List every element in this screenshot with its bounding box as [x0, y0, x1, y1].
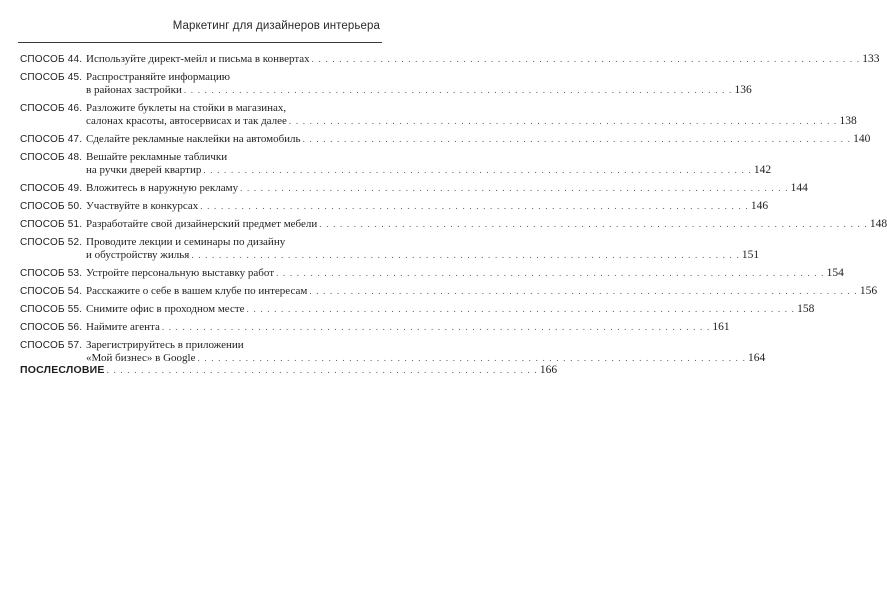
toc-page-number: 154	[826, 267, 844, 279]
header-rule	[18, 42, 382, 43]
leader-dots: . . . . . . . . . . . . . . . . . . . . . . . . . . . . . . . . . . . . . . . . . . . . . . . . . . . . . . . . . . . . . . . . . . . . . . . . . . . . . . . .	[197, 353, 747, 363]
toc-page-number: 146	[750, 200, 769, 212]
toc-entry-text: Распространяйте информацию	[86, 71, 231, 83]
toc-page-number: 151	[741, 249, 760, 261]
leader-dots: . . . . . . . . . . . . . . . . . . . . . . . . . . . . . . . . . . . . . . . . . . . . . . . . . . . . . . . . . . . . . . . . . . . . . . . . . . . . . . . .	[203, 165, 752, 175]
running-header: Маркетинг для дизайнеров интерьера	[172, 20, 380, 32]
toc-page-number: 158	[797, 303, 815, 315]
toc-entry-label: СПОСОБ 49.	[20, 183, 83, 194]
toc-page-number: 133	[862, 53, 880, 65]
toc-entry[interactable]	[20, 218, 887, 231]
toc-entry[interactable]	[20, 151, 772, 177]
toc-entry-text: «Мой бизнес» в Google	[86, 352, 196, 364]
toc-page-number: 166	[539, 364, 558, 376]
toc-entry-afterword[interactable]	[20, 364, 558, 376]
toc-entry-label: СПОСОБ 51.	[20, 219, 83, 230]
toc-entry-label: СПОСОБ 53.	[20, 268, 83, 279]
leader-dots: . . . . . . . . . . . . . . . . . . . . . . . . . . . . . . . . . . . . . . . . . . . . . . . . . . . . . . . . . . . . . . . . . . . . . . . . . . . . . . . .	[161, 322, 711, 332]
toc-entry-text: на ручки дверей квартир	[86, 164, 202, 176]
leader-dots: . . . . . . . . . . . . . . . . . . . . . . . . . . . . . . . . . . . . . . . . . . . . . . . . . . . . . . . . . . . . . . . . . . . . . . . . . . . . . . . .	[191, 250, 740, 260]
leader-dots: . . . . . . . . . . . . . . . . . . . . . . . . . . . . . . . . . . . . . . . . . . . . . . . . . . . . . . . . . . . . . . . . . . . . . . . . . . . . . . . .	[288, 116, 838, 126]
toc-entry-text: и обустройству жилья	[86, 249, 190, 261]
leader-dots: . . . . . . . . . . . . . . . . . . . . . . . . . . . . . . . . . . . . . . . . . . . . . . . . . . . . . . . . . . . . . . . . . . . . . . . . . . . . . . . .	[311, 54, 861, 64]
toc-page-number: 140	[853, 133, 871, 145]
toc-entry[interactable]	[20, 182, 808, 195]
toc-entry[interactable]	[20, 267, 844, 280]
toc-page-number: 136	[734, 84, 752, 96]
toc-entry-text: Расскажите о себе в вашем клубе по интересам	[86, 285, 308, 297]
toc-entry[interactable]	[20, 321, 730, 334]
toc-page-number: 161	[712, 321, 730, 333]
toc-entry[interactable]	[20, 303, 815, 316]
toc-page-number: 138	[839, 115, 857, 127]
toc-page-number: 142	[753, 164, 772, 176]
toc-entry-title: ПОСЛЕСЛОВИЕ	[20, 364, 105, 376]
toc-entry-text: Наймите агента	[86, 321, 160, 333]
leader-dots: . . . . . . . . . . . . . . . . . . . . . . . . . . . . . . . . . . . . . . . . . . . . . . . . . . . . . . . . . . . . . . . . . . . . . . . . . . . . . . . .	[246, 304, 796, 314]
toc-entry-text: в районах застройки	[86, 84, 182, 96]
leader-dots: . . . . . . . . . . . . . . . . . . . . . . . . . . . . . . . . . . . . . . . . . . . . . . . . . . . . . . . . . . . . . . . . . . . . . . . . . . . . . . . .	[200, 201, 749, 211]
toc-entry-label: СПОСОБ 52.	[20, 237, 83, 248]
toc-entry-text: Сделайте рекламные наклейки на автомобиль	[86, 133, 301, 145]
leader-dots: . . . . . . . . . . . . . . . . . . . . . . . . . . . . . . . . . . . . . . . . . . . . . . . . . . . . . . . . . . . . . . . . . . . . . . . . . . . . . . . .	[302, 134, 852, 144]
toc-entry-text: Зарегистрируйтесь в приложении	[86, 339, 244, 351]
toc-entry-text: Разработайте свой дизайнерский предмет мебели	[86, 218, 318, 230]
toc-entry-label: СПОСОБ 44.	[20, 54, 83, 65]
toc-entry[interactable]	[20, 71, 752, 97]
leader-dots: . . . . . . . . . . . . . . . . . . . . . . . . . . . . . . . . . . . . . . . . . . . . . . . . . . . . . . . . . . . . . . .	[106, 365, 538, 375]
toc-entry-text: Используйте директ-мейл и письма в конвертах	[86, 53, 310, 65]
toc-entry-label: СПОСОБ 54.	[20, 286, 83, 297]
leader-dots: . . . . . . . . . . . . . . . . . . . . . . . . . . . . . . . . . . . . . . . . . . . . . . . . . . . . . . . . . . . . . . . . . . . . . . . . . . . . . . . .	[183, 85, 733, 95]
toc-entry-label: СПОСОБ 48.	[20, 152, 83, 163]
toc-entry[interactable]	[20, 236, 760, 262]
leader-dots: . . . . . . . . . . . . . . . . . . . . . . . . . . . . . . . . . . . . . . . . . . . . . . . . . . . . . . . . . . . . . . . . . . . . . . . . . . . . . . . .	[309, 286, 858, 296]
toc-entry-text: Снимите офис в проходном месте	[86, 303, 245, 315]
toc-entry-text: Вложитесь в наружную рекламу	[86, 182, 239, 194]
toc-page-number: 148	[869, 218, 887, 230]
toc-entry[interactable]	[20, 285, 878, 298]
toc-entry-label: СПОСОБ 55.	[20, 304, 83, 315]
toc-page-number: 144	[790, 182, 808, 194]
toc-entry[interactable]	[20, 339, 766, 365]
toc-page-number: 156	[859, 285, 878, 297]
toc-entry[interactable]	[20, 102, 857, 128]
toc-entry-text: Устройте персональную выставку работ	[86, 267, 275, 279]
leader-dots: . . . . . . . . . . . . . . . . . . . . . . . . . . . . . . . . . . . . . . . . . . . . . . . . . . . . . . . . . . . . . . . . . . . . . . . . . . . . . . . .	[276, 268, 825, 278]
toc-entry[interactable]	[20, 133, 871, 146]
toc-entry-text: Проводите лекции и семинары по дизайну	[86, 236, 286, 248]
toc-entry-text: Разложите буклеты на стойки в магазинах,	[86, 102, 287, 114]
leader-dots: . . . . . . . . . . . . . . . . . . . . . . . . . . . . . . . . . . . . . . . . . . . . . . . . . . . . . . . . . . . . . . . . . . . . . . . . . . . . . . . .	[319, 219, 868, 229]
toc-page-number: 164	[748, 352, 766, 364]
toc-entry-text: Участвуйте в конкурсах	[86, 200, 199, 212]
toc-entry[interactable]	[20, 53, 880, 66]
toc-entry-text: Вешайте рекламные таблички	[86, 151, 228, 163]
toc-entry-text: салонах красоты, автосервисах и так далее	[86, 115, 287, 127]
toc-entry[interactable]	[20, 200, 769, 213]
toc-entry-label: СПОСОБ 47.	[20, 134, 83, 145]
toc-entry-label: СПОСОБ 57.	[20, 340, 83, 351]
toc-entry-label: СПОСОБ 46.	[20, 103, 83, 114]
toc-entry-label: СПОСОБ 45.	[20, 72, 83, 83]
toc-entry-label: СПОСОБ 50.	[20, 201, 83, 212]
leader-dots: . . . . . . . . . . . . . . . . . . . . . . . . . . . . . . . . . . . . . . . . . . . . . . . . . . . . . . . . . . . . . . . . . . . . . . . . . . . . . . . .	[240, 183, 789, 193]
toc-entry-label: СПОСОБ 56.	[20, 322, 83, 333]
